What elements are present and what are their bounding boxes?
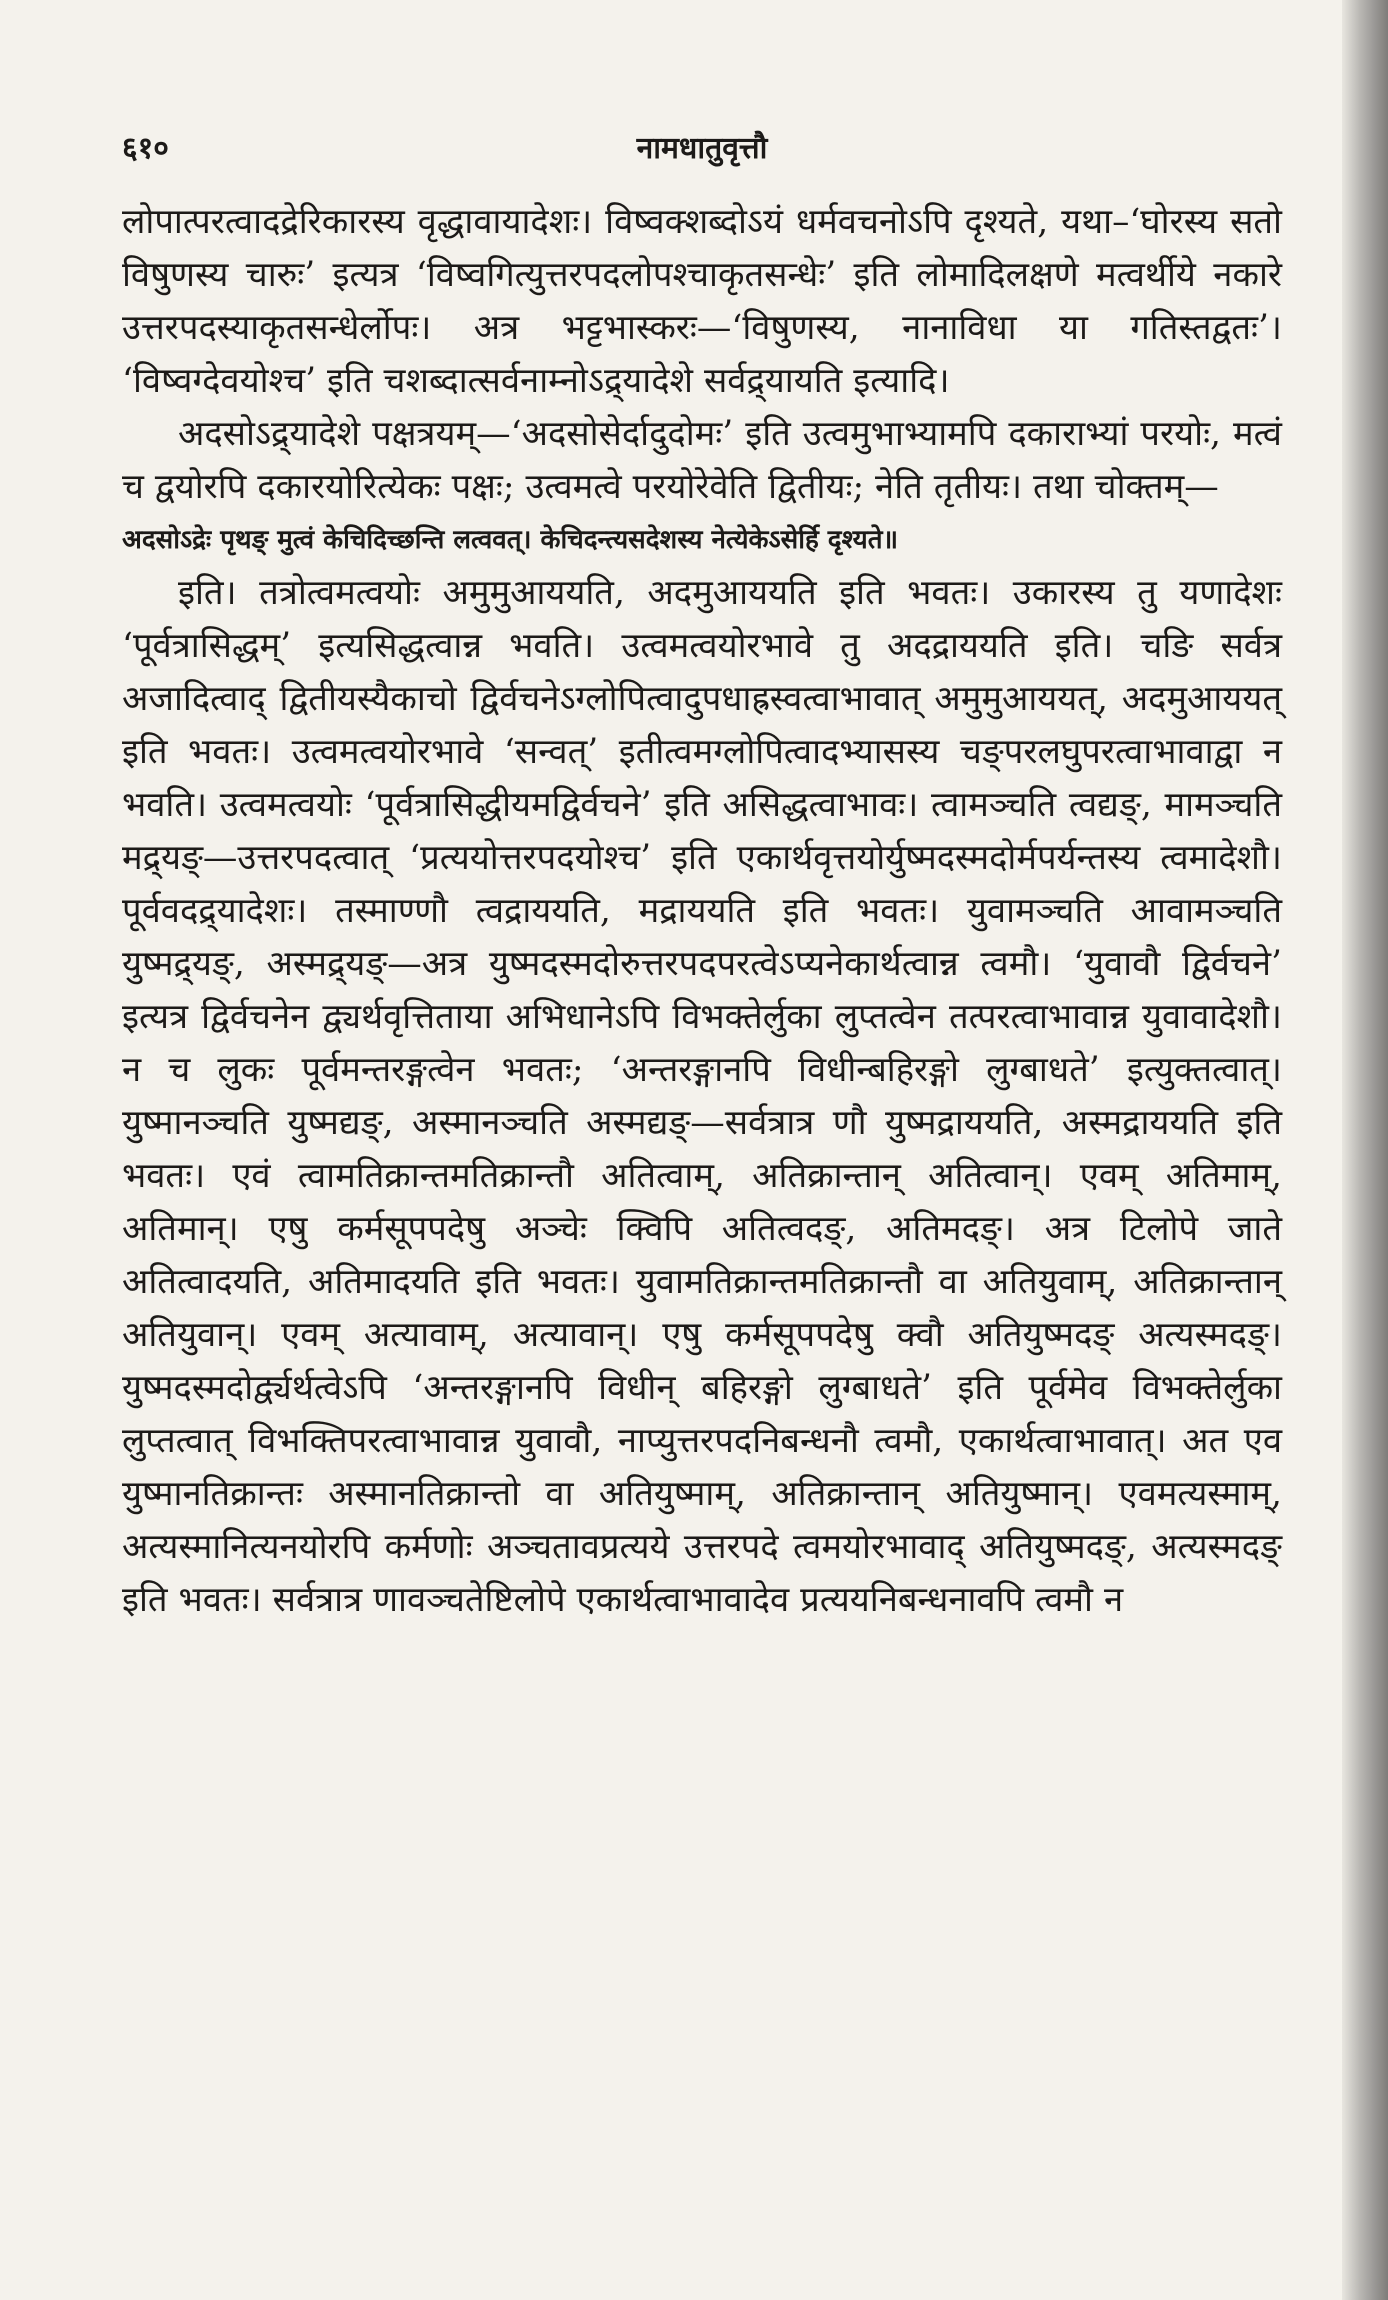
running-title: नामधातुवृत्तौ (636, 131, 768, 166)
page-number: ६१० (122, 131, 169, 166)
paragraph: अदसोऽद्र्यादेशे पक्षत्रयम्—‘अदसोसेर्दादुदोमः’ इति उत्वमुभाभ्यामपि दकाराभ्यां परयोः, मत्वं च द्वयोरपि दकारयोरित्येकः पक्षः; उत्वमत्वे परयोरेवेति द्वितीयः; नेति तृतीयः। तथा चोक्तम्— (122, 414, 1282, 507)
quoted-verse: अदसोऽद्रेः पृथङ् मुत्वं केचिदिच्छन्ति लत्ववत्। केचिदन्त्यसदेशस्य नेत्येकेऽसेर्हि दृश्यते॥ (122, 525, 899, 555)
page-edge-shadow (1342, 0, 1388, 2300)
paragraph: इति। तत्रोत्वमत्वयोः अमुमुआययति, अदमुआययति इति भवतः। उकारस्य तु यणादेशः ‘पूर्वत्रासिद्धम्’ इत्यसिद्धत्वान्न भवति। उत्वमत्वयोरभावे तु अदद्राययति इति। चङि सर्वत्र अजादित्वाद् द्वितीयस्यैकाचो द्विर्वचनेऽग्लोपित्वादुपधाह्रस्वत्वाभावात् अमुमुआययत्, अदमुआययत् इति भवतः। उत्वमत्वयोरभावे ‘सन्वत्’ इतीत्वमग्लोपित्वादभ्यासस्य चङ्परलघुपरत्वाभावाद्वा न भवति। उत्वमत्वयोः ‘पूर्वत्रासिद्धीयमद्विर्वचने’ इति असिद्धत्वाभावः। त्वामञ्चति त्वद्यङ्, मामञ्चति मद्र्यङ्—उत्तरपदत्वात् ‘प्रत्ययोत्तरपदयोश्च’ इति एकार्थवृत्तयोर्युष्मदस्मदोर्मपर्यन्तस्य त्वमादेशौ। पूर्ववदद्र्यादेशः। तस्माण्णौ त्वद्राययति, मद्राययति इति भवतः। युवामञ्चति आवामञ्चति युष्मद्र्यङ्, अस्मद्र्यङ्—अत्र युष्मदस्मदोरुत्तरपदपरत्वेऽप्यनेकार्थत्वान्न त्वमौ। ‘युवावौ द्विर्वचने’ इत्यत्र द्विर्वचनेन द्व्यर्थवृत्तिताया अभिधानेऽपि विभक्तेर्लुका लुप्तत्वेन तत्परत्वाभावान्न युवावादेशौ। न च लुकः पूर्वमन्तरङ्गत्वेन भवतः; ‘अन्तरङ्गानपि विधीन्बहिरङ्गो लुग्बाधते’ इत्युक्तत्वात्। युष्मानञ्चति युष्मद्यङ्, अस्मानञ्चति अस्मद्यङ्—सर्वत्रात्र णौ युष्मद्राययति, अस्मद्राययति इति भवतः। एवं त्वामतिक्रान्तमतिक्रान्तौ अतित्वाम्, अतिक्रान्तान् अतित्वान्। एवम् अतिमाम्, अतिमान्। एषु कर्मसूपपदेषु अञ्चेः क्विपि अतित्वदङ्, अतिमदङ्। अत्र टिलोपे जाते अतित्वादयति, अतिमादयति इति भवतः। युवामतिक्रान्तमतिक्रान्तौ वा अतियुवाम्, अतिक्रान्तान् अतियुवान्। एवम् अत्यावाम्, अत्यावान्। एषु कर्मसूपपदेषु क्वौ अतियुष्मदङ् अत्यस्मदङ्। युष्मदस्मदोर्द्व्यर्थत्वेऽपि ‘अन्तरङ्गानपि विधीन् बहिरङ्गो लुग्बाधते’ इति पूर्वमेव विभक्तेर्लुका लुप्तत्वात् विभक्तिपरत्वाभावान्न युवावौ, नाप्युत्तरपदनिबन्धनौ त्वमौ, एकार्थत्वाभावात्। अत एव युष्मानतिक्रान्तः अस्मानतिक्रान्तो वा अतियुष्माम्, अतिक्रान्तान् अतियुष्मान्। एवमत्यस्माम्, अत्यस्मानित्यनयोरपि कर्मणोः अञ्चतावप्रत्यये उत्तरपदे त्वमयोरभावाद् अतियुष्मदङ्, अत्यस्मदङ् इति भवतः। सर्वत्रात्र णावञ्चतेष्टिलोपे एकार्थत्वाभावादेव प्रत्ययनिबन्धनावपि त्वमौ न (122, 573, 1282, 1620)
page-body (122, 196, 1282, 1627)
page-header (122, 126, 1282, 170)
paragraph: लोपात्परत्वादद्रेरिकारस्य वृद्धावायादेशः। विष्वक्शब्दोऽयं धर्मवचनोऽपि दृश्यते, यथा–‘घोरस्य सतो विषुणस्य चारुः’ इत्यत्र ‘विष्वगित्युत्तरपदलोपश्चाकृतसन्धेः’ इति लोमादिलक्षणे मत्वर्थीये नकारे उत्तरपदस्याकृतसन्धेर्लोपः। अत्र भट्टभास्करः—‘विषुणस्य, नानाविधा या गतिस्तद्वतः’। ‘विष्वग्देवयोश्च’ इति चशब्दात्सर्वनाम्नोऽद्र्यादेशे सर्वद्र्यायति इत्यादि। (122, 202, 1282, 401)
